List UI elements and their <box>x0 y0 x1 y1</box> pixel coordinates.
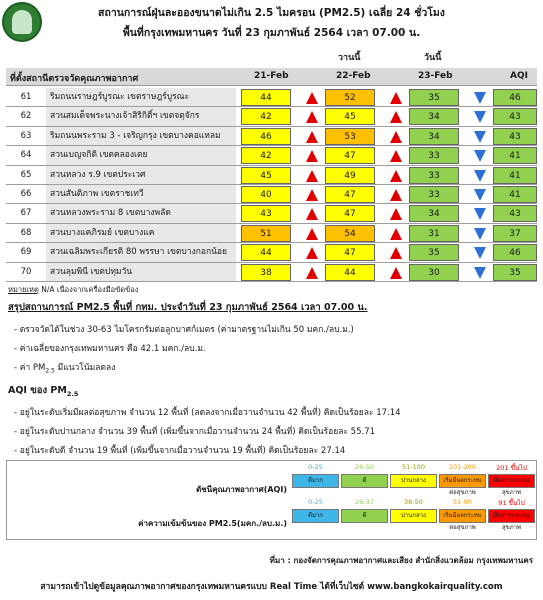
header-day2: 22-Feb <box>336 71 371 81</box>
value-day3: 35 <box>409 89 459 106</box>
legend-pm-label: ค่าความเข้มข้นของ PM2.5(มคก./ลบ.ม.) <box>138 519 287 528</box>
value-day2: 45 <box>325 108 375 125</box>
legend-aqi-level: มีผลกระทบต่อสุขภาพ <box>488 474 535 488</box>
note-text: N/A เนื่องจากเครื่องมือขัดข้อง <box>38 285 139 294</box>
station-number: 69 <box>20 247 32 258</box>
legend-pm-level: ปานกลาง <box>390 509 437 523</box>
table-row <box>6 166 537 185</box>
value-day3: 35 <box>409 244 459 261</box>
summary-bullet-range: - ตรวจวัดได้ในช่วง 30-63 ไมโครกรัมต่อลูกบาศก์เมตร (ค่ามาตรฐานไม่เกิน 50 มคก./ลบ.ม.) <box>14 325 354 335</box>
table-row <box>6 204 537 223</box>
arrow-down-icon <box>474 267 486 279</box>
footer-website-note: สามารถเข้าไปดูข้อมูลคุณภาพอากาศของกรุงเทพมหานครแบบ Real Time ได้ที่เว็บไซต์ www.bangkokairquality.com <box>40 582 503 592</box>
arrow-down-icon <box>474 111 486 123</box>
arrow-down-icon <box>474 189 486 201</box>
station-name: สวนลุมพินี เขตปทุมวัน <box>46 263 236 281</box>
arrow-down-icon <box>474 92 486 104</box>
table-row <box>6 107 537 126</box>
station-name: สวนเฉลิมพระเกียรติ 80 พรรษา เขตบางกอกน้อย <box>46 243 236 261</box>
header-station: ที่ตั้งสถานีตรวจวัดคุณภาพอากาศ <box>10 74 139 84</box>
header-day3: 23-Feb <box>418 71 453 81</box>
aqi-title-subscript: 2.5 <box>66 389 79 398</box>
value-day1: 44 <box>241 89 291 106</box>
trend-suffix: มีแนวโน้มลดลง <box>54 363 116 373</box>
arrow-up-icon <box>306 92 318 104</box>
value-day2: 47 <box>325 147 375 164</box>
value-day2: 47 <box>325 244 375 261</box>
value-aqi: 37 <box>493 225 537 242</box>
arrow-down-icon <box>474 228 486 240</box>
summary-bullet-average: - ค่าเฉลี่ยของกรุงเทพมหานคร คือ 42.1 มคก./ลบ.ม. <box>14 344 206 354</box>
station-number: 70 <box>20 266 32 277</box>
legend-aqi-label: ดัชนีคุณภาพอากาศ(AQI) <box>196 485 287 494</box>
table-row <box>6 243 537 262</box>
station-name: สวนบางแคภิรมย์ เขตบางแค <box>46 224 236 242</box>
arrow-up-icon <box>390 111 402 123</box>
arrow-up-icon <box>306 228 318 240</box>
arrow-up-icon <box>306 150 318 162</box>
value-day2: 49 <box>325 167 375 184</box>
legend-aqi-range: 51-100 <box>401 463 426 471</box>
value-day1: 44 <box>241 244 291 261</box>
arrow-up-icon <box>390 267 402 279</box>
table-row <box>6 127 537 146</box>
header-day1: 21-Feb <box>254 71 289 81</box>
value-aqi: 43 <box>493 108 537 125</box>
value-day2: 53 <box>325 128 375 145</box>
station-number: 65 <box>20 169 32 180</box>
value-day1: 38 <box>241 264 291 281</box>
arrow-up-icon <box>390 150 402 162</box>
legend-aqi-range: 0-25 <box>308 463 323 471</box>
day-label-yesterday: วานนี้ <box>338 53 361 63</box>
arrow-down-icon <box>474 170 486 182</box>
station-name: สวนสมเด็จพระนางเจ้าสิริกิติ์ฯ เขตจตุจักร <box>46 107 236 125</box>
trend-prefix: - ค่า PM <box>14 363 46 373</box>
value-aqi: 43 <box>493 128 537 145</box>
table-row <box>6 224 537 243</box>
aqi-bullet-good: - อยู่ในระดับดี จำนวน 19 พื้นที่ (เพิ่มขึ้นจากเมื่อวานจำนวน 19 พื้นที่) คิดเป็นร้อยละ 27.14 <box>14 446 346 456</box>
value-aqi: 46 <box>493 89 537 106</box>
table-header <box>6 68 537 86</box>
value-day1: 45 <box>241 167 291 184</box>
arrow-down-icon <box>474 131 486 143</box>
value-day1: 43 <box>241 205 291 222</box>
legend-pm-level: เริ่มมีผลกระทบต่อสุขภาพ <box>439 509 486 523</box>
table-row <box>6 185 537 204</box>
aqi-bullet-moderate: - อยู่ในระดับปานกลาง จำนวน 39 พื้นที่ (เพิ่มขึ้นจากเมื่อวานจำนวน 24 พื้นที่) คิดเป็นร้อยละ 55.71 <box>14 427 376 437</box>
note-label: หมายเหตุ <box>8 285 39 294</box>
arrow-up-icon <box>390 92 402 104</box>
arrow-up-icon <box>306 131 318 143</box>
value-aqi: 41 <box>493 147 537 164</box>
value-day2: 47 <box>325 205 375 222</box>
station-name: สวนหลวงพระราม 8 เขตบางพลัด <box>46 204 236 222</box>
value-day1: 42 <box>241 108 291 125</box>
station-number: 67 <box>20 208 32 219</box>
value-day3: 33 <box>409 147 459 164</box>
value-day1: 51 <box>241 225 291 242</box>
value-aqi: 43 <box>493 205 537 222</box>
legend-aqi-level: ดี <box>341 474 388 488</box>
value-aqi: 41 <box>493 186 537 203</box>
station-number: 64 <box>20 150 32 161</box>
value-day2: 52 <box>325 89 375 106</box>
station-number: 68 <box>20 227 32 238</box>
legend-pm-range: 0-25 <box>308 498 323 506</box>
station-name: สวนสันติภาพ เขตราชเทวี <box>46 185 236 203</box>
aqi-title-prefix: AQI ของ PM <box>8 385 67 396</box>
value-day2: 44 <box>325 264 375 281</box>
station-name: ริมถนนพระราม 3 - เจริญกรุง เขตบางคอแหลม <box>46 127 236 145</box>
legend-pm-range: 38-50 <box>404 498 423 506</box>
arrow-up-icon <box>306 111 318 123</box>
value-day1: 42 <box>241 147 291 164</box>
table-row <box>6 88 537 107</box>
day-label-today: วันนี้ <box>424 53 442 63</box>
legend-aqi-level: เริ่มมีผลกระทบต่อสุขภาพ <box>439 474 486 488</box>
arrow-up-icon <box>306 170 318 182</box>
value-day3: 34 <box>409 128 459 145</box>
table-row <box>6 263 537 282</box>
station-name: ริมถนนราษฎร์บูรณะ เขตราษฎร์บูรณะ <box>46 88 236 106</box>
value-day2: 47 <box>325 186 375 203</box>
table-row <box>6 146 537 165</box>
legend-pm-range: 51-90 <box>453 498 472 506</box>
value-day3: 33 <box>409 186 459 203</box>
legend-pm-range: 26-37 <box>355 498 374 506</box>
value-day1: 40 <box>241 186 291 203</box>
station-number: 63 <box>20 130 32 141</box>
station-number: 61 <box>20 92 32 102</box>
header-aqi: AQI <box>510 71 528 81</box>
trend-subscript: 2.5 <box>45 367 55 375</box>
data-source: ที่มา : กองจัดการคุณภาพอากาศและเสียง สำนักสิ่งแวดล้อม กรุงเทพมหานคร <box>269 556 533 565</box>
table-note <box>8 284 138 296</box>
legend-aqi-range: 201 ขึ้นไป <box>496 464 527 472</box>
aqi-legend <box>6 460 537 540</box>
value-day3: 31 <box>409 225 459 242</box>
station-name: สวนหลวง ร.9 เขตประเวศ <box>46 166 236 184</box>
arrow-up-icon <box>390 208 402 220</box>
arrow-up-icon <box>306 208 318 220</box>
value-day3: 34 <box>409 108 459 125</box>
report-header <box>0 0 543 44</box>
arrow-down-icon <box>474 208 486 220</box>
legend-pm-level: ดี <box>341 509 388 523</box>
arrow-up-icon <box>306 267 318 279</box>
arrow-down-icon <box>474 150 486 162</box>
summary-title: สรุปสถานการณ์ PM2.5 พื้นที่ กทม. ประจำวันที่ 23 กุมภาพันธ์ 2564 เวลา 07.00 น. <box>8 302 368 313</box>
legend-pm-level: ดีมาก <box>292 509 339 523</box>
legend-aqi-range: 26-50 <box>355 463 374 471</box>
arrow-down-icon <box>474 247 486 259</box>
station-table <box>6 88 537 282</box>
value-day3: 30 <box>409 264 459 281</box>
aqi-bullet-unhealthy: - อยู่ในระดับเริ่มมีผลต่อสุขภาพ จำนวน 12 พื้นที่ (ลดลงจากเมื่อวานจำนวน 42 พื้นที่) คิดเป็นร้อยละ 17.14 <box>14 408 401 418</box>
title-line1: สถานการณ์ฝุ่นละอองขนาดไม่เกิน 2.5 ไมครอน (PM2.5) เฉลี่ย 24 ชั่วโมง <box>98 7 445 19</box>
value-aqi: 46 <box>493 244 537 261</box>
arrow-up-icon <box>390 170 402 182</box>
legend-pm-level: มีผลกระทบต่อสุขภาพ <box>488 509 535 523</box>
arrow-up-icon <box>306 247 318 259</box>
station-number: 66 <box>20 188 32 199</box>
aqi-section-title <box>8 383 78 398</box>
legend-pm-range: 91 ขึ้นไป <box>498 499 525 507</box>
value-aqi: 41 <box>493 167 537 184</box>
legend-aqi-level: ดีมาก <box>292 474 339 488</box>
arrow-up-icon <box>390 131 402 143</box>
value-day1: 46 <box>241 128 291 145</box>
arrow-up-icon <box>390 189 402 201</box>
arrow-up-icon <box>390 228 402 240</box>
arrow-up-icon <box>306 189 318 201</box>
station-number: 62 <box>20 111 32 122</box>
summary-bullet-trend <box>14 360 115 375</box>
value-day3: 33 <box>409 167 459 184</box>
legend-aqi-level: ปานกลาง <box>390 474 437 488</box>
value-day3: 34 <box>409 205 459 222</box>
station-name: สวนเบญจกิติ เขตคลองเตย <box>46 146 236 164</box>
value-day2: 54 <box>325 225 375 242</box>
value-aqi: 35 <box>493 264 537 281</box>
title-line2: พื้นที่กรุงเทพมหานคร วันที่ 23 กุมภาพันธ์ 2564 เวลา 07.00 น. <box>122 27 421 39</box>
arrow-up-icon <box>390 247 402 259</box>
legend-aqi-range: 101-200 <box>448 463 477 471</box>
